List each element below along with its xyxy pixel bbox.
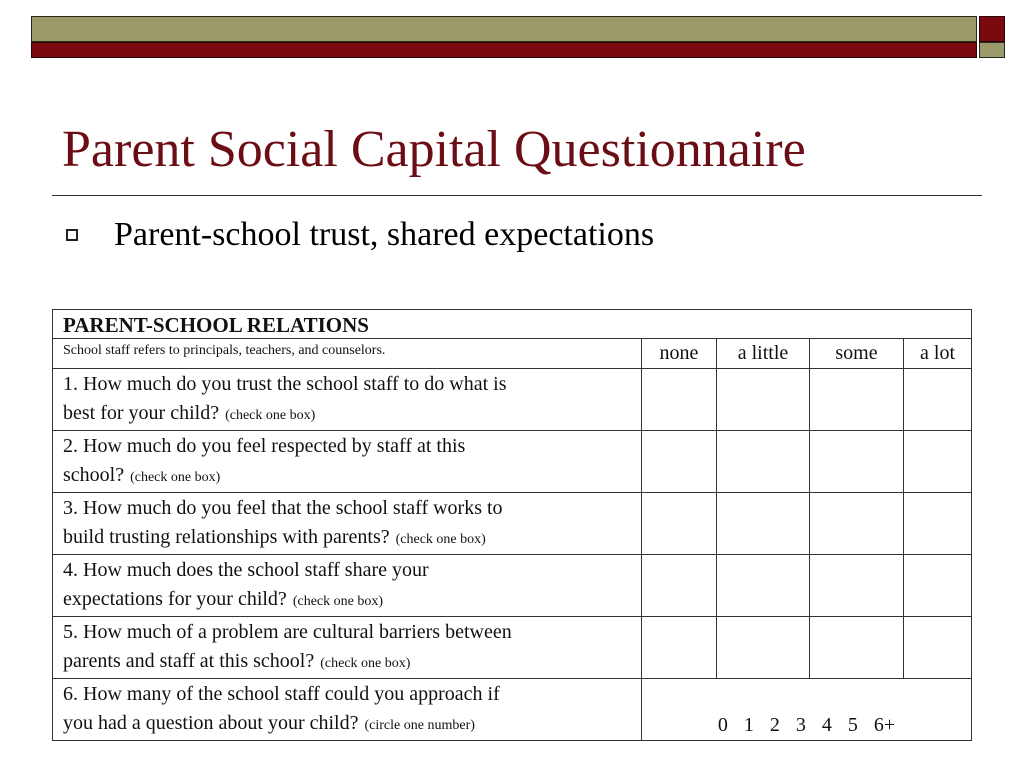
- bullet-item: [66, 216, 654, 254]
- slide-title: Parent Social Capital Questionnaire: [62, 121, 806, 178]
- table-column-header-row: [53, 339, 972, 369]
- question-line-2: best for your child?: [63, 402, 220, 424]
- question-line-1: 3. How much do you feel that the school staff works to: [63, 497, 503, 519]
- checkbox-some[interactable]: [810, 555, 904, 617]
- table-row: [53, 493, 972, 555]
- question-line-2: parents and staff at this school?: [63, 650, 315, 672]
- number-choice-5[interactable]: 5: [847, 714, 858, 736]
- question-line-1: 2. How much do you feel respected by staff at this: [63, 435, 466, 457]
- header-square-red: [979, 16, 1005, 42]
- checkbox-some[interactable]: [810, 369, 904, 431]
- table-heading-row: [53, 310, 972, 339]
- header-band-red: [31, 42, 977, 58]
- header-band-olive: [31, 16, 977, 42]
- table-heading-cell: [53, 310, 972, 339]
- question-line-1: 5. How much of a problem are cultural barriers between: [63, 621, 512, 643]
- checkbox-none[interactable]: [642, 369, 717, 431]
- checkbox-a-little[interactable]: [717, 617, 810, 679]
- checkbox-none[interactable]: [642, 617, 717, 679]
- question-line-1: 4. How much does the school staff share your: [63, 559, 429, 581]
- number-choice-1[interactable]: 1: [743, 714, 754, 736]
- question-2: [53, 431, 642, 493]
- hollow-square-bullet-icon: [66, 229, 78, 241]
- question-line-1: 1. How much do you trust the school staff to do what is: [63, 373, 507, 395]
- question-instruction: (check one box): [225, 408, 316, 423]
- question-3: [53, 493, 642, 555]
- column-header-some: some: [810, 339, 904, 369]
- checkbox-a-little[interactable]: [717, 369, 810, 431]
- table-row: [53, 617, 972, 679]
- question-instruction: (check one box): [395, 532, 486, 547]
- checkbox-a-little[interactable]: [717, 493, 810, 555]
- checkbox-a-little[interactable]: [717, 555, 810, 617]
- question-1: [53, 369, 642, 431]
- bullet-text: Parent-school trust, shared expectations: [114, 216, 655, 253]
- number-choice-6-plus[interactable]: 6+: [873, 714, 896, 736]
- question-4: [53, 555, 642, 617]
- table-row: [53, 679, 972, 741]
- checkbox-a-lot[interactable]: [904, 555, 972, 617]
- question-line-1: 6. How many of the school staff could you approach if: [63, 683, 500, 705]
- column-header-a-lot: a lot: [904, 339, 972, 369]
- table-row: [53, 431, 972, 493]
- questionnaire-table: [52, 309, 972, 741]
- checkbox-none[interactable]: [642, 493, 717, 555]
- question-instruction: (check one box): [130, 470, 221, 485]
- table-row: [53, 555, 972, 617]
- question-5: [53, 617, 642, 679]
- header-square-olive: [979, 42, 1005, 58]
- question-instruction: (circle one number): [364, 718, 475, 733]
- question-line-2: school?: [63, 464, 125, 486]
- question-line-2: you had a question about your child?: [63, 712, 359, 734]
- question-line-2: expectations for your child?: [63, 588, 287, 610]
- checkbox-some[interactable]: [810, 493, 904, 555]
- column-header-a-little: a little: [717, 339, 810, 369]
- number-choice-2[interactable]: 2: [769, 714, 780, 736]
- question-6: [53, 679, 642, 741]
- checkbox-a-little[interactable]: [717, 431, 810, 493]
- checkbox-a-lot[interactable]: [904, 369, 972, 431]
- table-heading: PARENT-SCHOOL RELATIONS: [63, 313, 369, 337]
- question-instruction: (check one box): [320, 656, 411, 671]
- number-choices: [642, 679, 972, 741]
- number-choice-4[interactable]: 4: [821, 714, 832, 736]
- table-row: [53, 369, 972, 431]
- checkbox-none[interactable]: [642, 431, 717, 493]
- question-line-2: build trusting relationships with parents?: [63, 526, 390, 548]
- number-choice-0[interactable]: 0: [717, 714, 728, 736]
- checkbox-a-lot[interactable]: [904, 431, 972, 493]
- question-instruction: (check one box): [292, 594, 383, 609]
- checkbox-none[interactable]: [642, 555, 717, 617]
- number-choice-3[interactable]: 3: [795, 714, 806, 736]
- title-divider: [52, 195, 982, 196]
- checkbox-some[interactable]: [810, 431, 904, 493]
- column-header-none: none: [642, 339, 717, 369]
- table-subheading: School staff refers to principals, teachers, and counselors.: [53, 339, 642, 369]
- checkbox-a-lot[interactable]: [904, 493, 972, 555]
- checkbox-a-lot[interactable]: [904, 617, 972, 679]
- checkbox-some[interactable]: [810, 617, 904, 679]
